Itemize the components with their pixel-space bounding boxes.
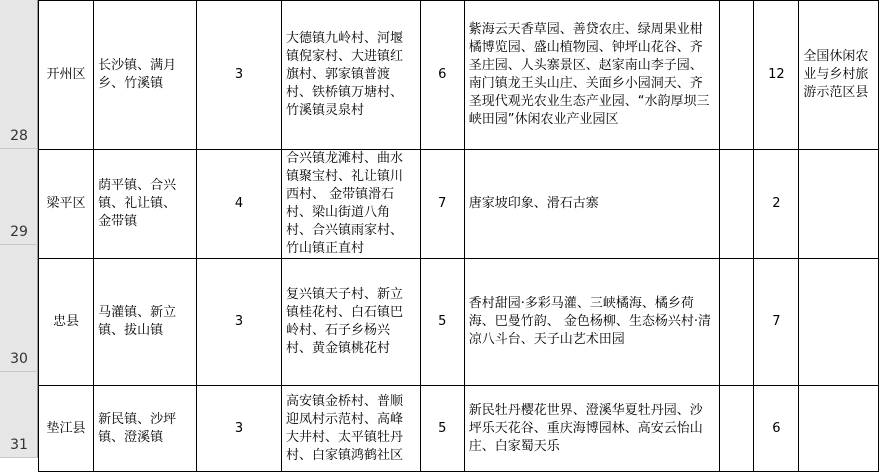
town-count-cell[interactable]: 3 xyxy=(197,1,282,150)
honor-cell[interactable] xyxy=(799,259,879,386)
park-count-cell[interactable]: 12 xyxy=(754,1,799,150)
villages-cell[interactable]: 合兴镇龙滩村、曲水镇聚宝村、礼让镇川西村、 金带镇滑石村、梁山街道八角村、合兴镇雨家村、竹山镇正直村 xyxy=(282,150,421,259)
village-count-cell[interactable]: 5 xyxy=(420,259,464,386)
honor-cell[interactable] xyxy=(799,386,879,472)
parks-cell[interactable]: 唐家坡印象、滑石古寨 xyxy=(464,150,719,259)
table-row xyxy=(39,150,879,259)
towns-cell[interactable]: 长沙镇、满月乡、竹溪镇 xyxy=(94,1,197,150)
row-number: 28 xyxy=(10,128,28,144)
empty-cell[interactable] xyxy=(720,150,754,259)
towns-cell[interactable]: 新民镇、沙坪镇、澄溪镇 xyxy=(94,386,197,472)
row-number: 29 xyxy=(10,224,28,240)
villages-cell[interactable]: 复兴镇天子村、新立镇桂花村、白石镇巴岭村、石子乡杨兴村、黄金镇桃花村 xyxy=(282,259,421,386)
table-row xyxy=(39,386,879,472)
villages-cell[interactable]: 大德镇九岭村、河堰镇倪家村、大进镇红旗村、郭家镇普渡村、铁桥镇万塘村、竹溪镇灵泉村 xyxy=(282,1,421,150)
village-count-cell[interactable]: 5 xyxy=(420,386,464,472)
district-cell[interactable]: 垫江县 xyxy=(39,386,94,472)
honor-cell[interactable]: 全国休闲农业与乡村旅游示范区县 xyxy=(799,1,879,150)
row-header-30[interactable] xyxy=(0,245,38,372)
row-number: 31 xyxy=(10,437,28,453)
district-cell[interactable]: 梁平区 xyxy=(39,150,94,259)
town-count-cell[interactable]: 3 xyxy=(197,386,282,472)
town-count-cell[interactable]: 3 xyxy=(197,259,282,386)
district-cell[interactable]: 忠县 xyxy=(39,259,94,386)
empty-cell[interactable] xyxy=(720,1,754,150)
district-cell[interactable]: 开州区 xyxy=(39,1,94,150)
empty-cell[interactable] xyxy=(720,386,754,472)
row-header-31[interactable] xyxy=(0,372,38,458)
villages-cell[interactable]: 高安镇金桥村、普顺迎凤村示范村、高峰大井村、太平镇牡丹村、白家镇鸿鹤社区 xyxy=(282,386,421,472)
village-count-cell[interactable]: 6 xyxy=(420,1,464,150)
table-row xyxy=(39,259,879,386)
row-header-29[interactable] xyxy=(0,149,38,245)
town-count-cell[interactable]: 4 xyxy=(197,150,282,259)
park-count-cell[interactable]: 6 xyxy=(754,386,799,472)
parks-cell[interactable]: 香村甜园·多彩马灌、三峡橘海、橘乡荷海、巴曼竹韵、 金色杨柳、生态杨兴村·清凉八斗台、天子山艺术田园 xyxy=(464,259,719,386)
park-count-cell[interactable]: 2 xyxy=(754,150,799,259)
table-row xyxy=(39,1,879,150)
parks-cell[interactable]: 新民牡丹樱花世界、澄溪华夏牡丹园、沙坪乐天花谷、重庆海博园林、高安云怡山庄、白家蜀天乐 xyxy=(464,386,719,472)
towns-cell[interactable]: 马灌镇、新立镇、拔山镇 xyxy=(94,259,197,386)
towns-cell[interactable]: 荫平镇、合兴镇、礼让镇、 金带镇 xyxy=(94,150,197,259)
park-count-cell[interactable]: 7 xyxy=(754,259,799,386)
data-table xyxy=(38,0,879,472)
parks-cell[interactable]: 紫海云天香草园、善贷农庄、绿周果业柑橘博览园、盛山植物园、钟坪山花谷、齐圣庄园、人头寨景区、赵家南山李子园、南门镇龙王头山庄、关面乡小园洞天、齐圣现代观光农业生态产业园、“水韵厚坝三峡田园”休闲农业产业园区 xyxy=(464,1,719,150)
village-count-cell[interactable]: 7 xyxy=(420,150,464,259)
empty-cell[interactable] xyxy=(720,259,754,386)
row-number: 30 xyxy=(10,351,28,367)
row-header-28[interactable] xyxy=(0,0,38,149)
honor-cell[interactable] xyxy=(799,150,879,259)
